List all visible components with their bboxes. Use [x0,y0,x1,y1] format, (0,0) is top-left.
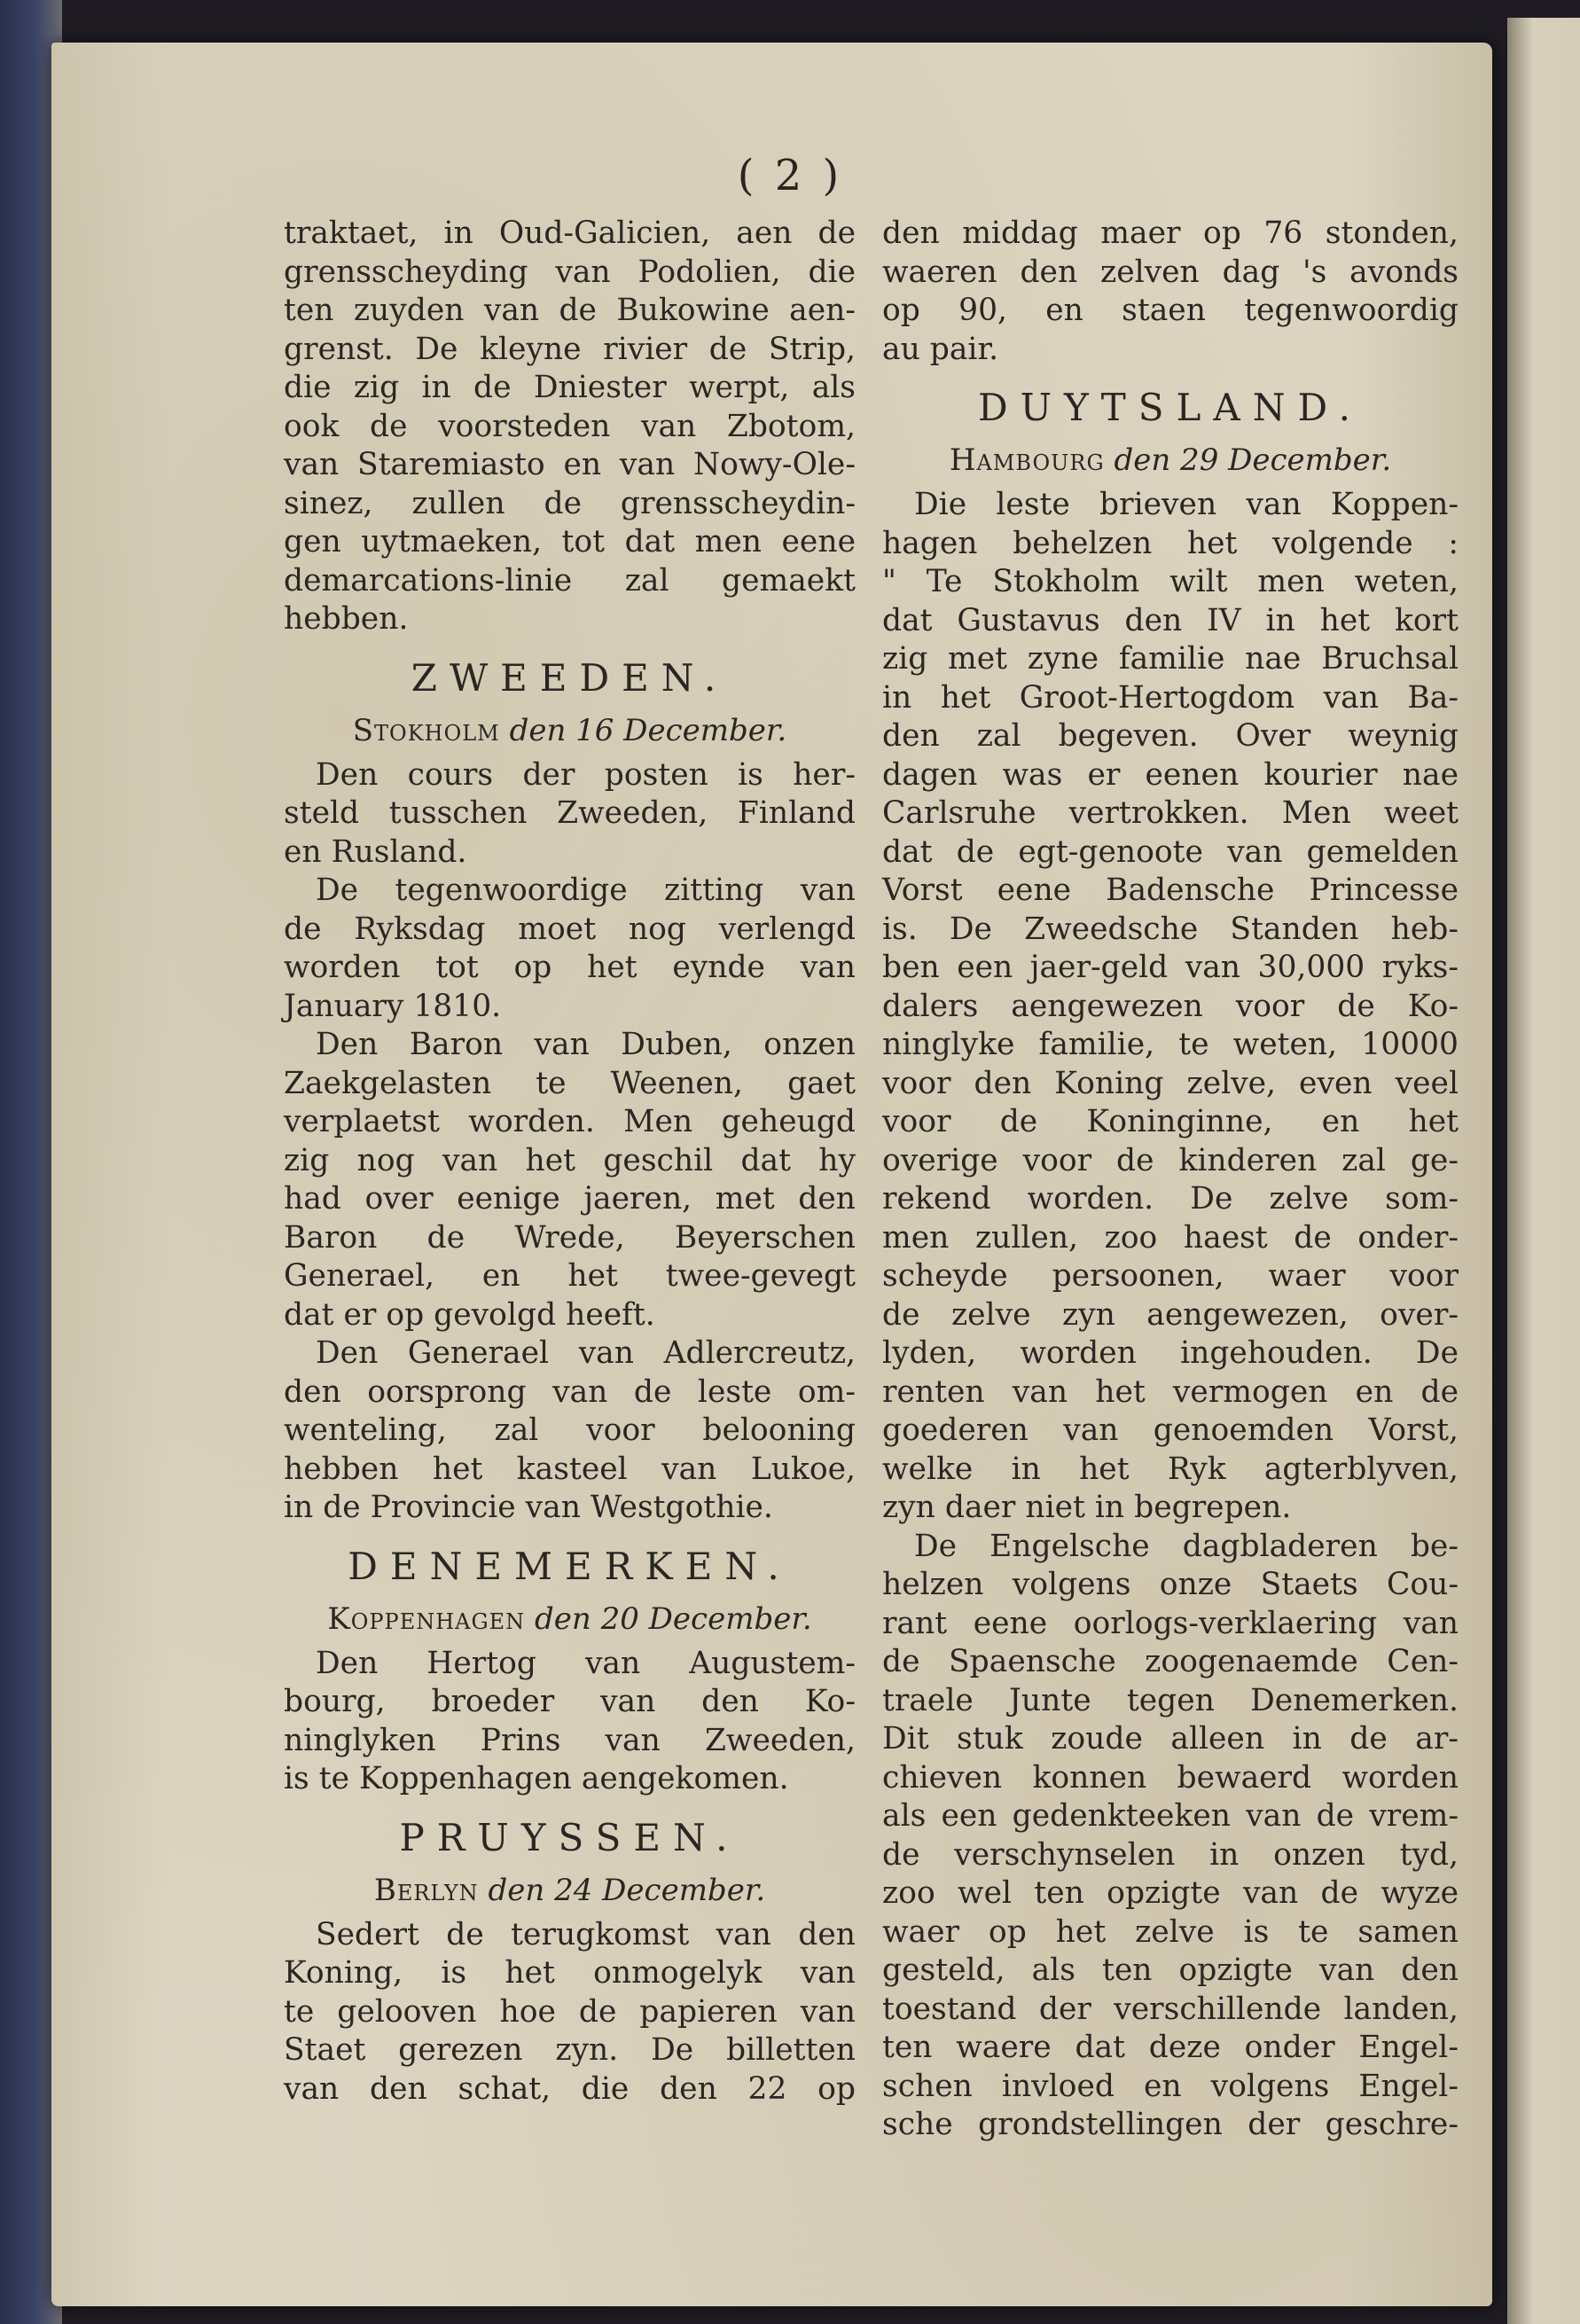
text-line: Baron de Wrede, Beyerschen [284,1219,856,1256]
text-line: verplaetst worden. Men geheugd [284,1104,856,1139]
text-line: Den Generael van Adlercreutz, [316,1335,856,1371]
text-line: schen invloed en volgens Engel- [882,2068,1459,2104]
text-line: den oorsprong van de leste om- [284,1373,856,1410]
text-line: sche grondstellingen der geschre- [882,2107,1459,2142]
text-line: had over eenige jaeren, met den [284,1181,856,1217]
text-line: ten waere dat deze onder Engel- [882,2030,1459,2065]
dateline-place: Hambourg [949,442,1105,478]
paragraph [284,1645,856,1799]
text-line: Koning, is het onmogelyk van [284,1955,856,1991]
text-line: gen uytmaeken, tot dat men eene [284,524,856,559]
text-line: van Staremiasto en van Nowy-Ole- [284,447,856,482]
text-line: demarcations-linie zal gemaekt [284,562,856,599]
paragraph [882,486,1459,1528]
paragraph [284,872,856,1026]
dateline-date: den 29 December. [1114,442,1392,478]
dateline [882,440,1459,481]
text-line: rekend worden. De zelve som- [882,1181,1459,1217]
text-line: ten zuyden van de Bukowine aen- [284,293,856,328]
text-line: renten van het vermogen en de [882,1373,1459,1410]
text-line: zoo wel ten opzigte van de wyze [882,1875,1459,1911]
paragraph [284,756,856,872]
text-line: de Ryksdag moet nog verlengd [284,911,856,947]
continued-paragraph [882,215,1459,369]
dateline-date: den 16 December. [509,712,787,748]
text-line: zyn daer niet in begrepen. [882,1490,1292,1525]
text-line: ben een jaer-geld van 30,000 ryks- [882,950,1459,985]
section-heading: PRUYSSEN. [399,1815,740,1859]
text-line: toestand der verschillende landen, [882,1991,1459,2027]
text-line: scheyde persoonen, waer voor [882,1258,1459,1294]
text-line: en Rusland. [284,833,467,870]
text-line: van den schat, die den 22 op [284,2070,856,2107]
intro-paragraph [284,215,856,639]
text-line: te gelooven hoe de papieren van [284,1993,856,2030]
text-line: voor den Koning zelve, even veel [882,1065,1459,1101]
dateline [284,1599,856,1639]
text-line: Die leste brieven van Koppen- [914,487,1459,522]
section-heading: DUYTSLAND. [977,386,1364,429]
text-line: wenteling, zal voor belooning [284,1412,856,1448]
right-column [882,215,1459,2145]
text-line: waer op het zelve is te samen [882,1913,1459,1950]
text-line: de verschynselen in onzen tyd, [882,1836,1459,1873]
text-line: dat de egt-genoote van gemelden [882,833,1459,870]
text-line: De tegenwoordige zitting van [316,872,856,908]
dateline-place: Koppenhagen [327,1600,526,1637]
text-line: helzen volgens onze Staets Cou- [882,1567,1459,1602]
paragraph [882,1528,1459,2145]
left-column [284,215,856,2109]
text-line: Sedert de terugkomst van den [316,1916,856,1952]
section-duytsland [882,385,1459,2145]
text-line: chieven konnen bewaerd worden [882,1759,1459,1796]
text-line: zig met zyne familie nae Bruchsal [882,641,1459,677]
paragraph [284,1916,856,2109]
text-line: de Spaensche zoogenaemde Cen- [882,1644,1459,1679]
dateline-place: Berlyn [373,1872,479,1908]
text-line: grenst. De kleyne rivier de Strip, [284,331,856,367]
section-zweeden [284,655,856,1528]
section-heading: DENEMERKEN. [348,1544,792,1588]
text-line: steld tusschen Zweeden, Finland [284,795,856,831]
section-pruyssen [284,1815,856,2109]
text-line: dat er op gevolgd heeft. [284,1296,655,1333]
section-denemerken [284,1544,856,1799]
text-line: in het Groot-Hertogdom van Ba- [882,679,1459,716]
text-line: grensscheyding van Podolien, die [284,254,856,290]
text-line: in de Provincie van Westgothie. [284,1490,773,1525]
text-line: welke in het Ryk agterblyven, [882,1451,1459,1487]
text-line: Vorst eene Badensche Princesse [882,872,1459,908]
text-line: sinez, zullen de grensscheydin- [284,485,856,521]
text-line: gesteld, als ten opzigte van den [882,1952,1459,1988]
text-line: Den Baron van Duben, onzen [316,1027,856,1062]
text-line: men zullen, zoo haest de onder- [882,1219,1459,1256]
section-heading: ZWEEDEN. [411,655,729,700]
text-line: au pair. [882,331,999,367]
text-line: traele Junte tegen Denemerken. [882,1682,1459,1718]
text-line: overige voor de kinderen zal ge- [882,1142,1459,1178]
text-line: ninglyken Prins van Zweeden, [284,1722,856,1758]
text-line: Den cours der posten is her- [316,756,856,793]
text-line: Zaekgelasten te Weenen, gaet [284,1065,856,1101]
dateline-date: den 24 December. [488,1872,766,1908]
text-line: worden tot op het eynde van [284,950,856,985]
text-line: is te Koppenhagen aengekomen. [284,1761,789,1796]
text-line: den zal begeven. Over weynig [882,718,1459,754]
text-line: waeren den zelven dag 's avonds [882,254,1459,290]
text-line: dalers aengewezen voor de Ko- [882,988,1459,1024]
dateline [284,1870,856,1911]
text-line: lyden, worden ingehouden. De [882,1335,1459,1371]
text-line: is. De Zweedsche Standen heb- [882,911,1459,947]
text-line: bourg, broeder van den Ko- [284,1684,856,1719]
text-line: ninglyke familie, te weten, 10000 [882,1027,1459,1062]
text-line: rant eene oorlogs-verklaering van [882,1605,1459,1641]
text-line: die zig in de Dniester werpt, als [284,370,856,405]
text-line: hebben het kasteel van Lukoe, [284,1451,856,1487]
adjacent-page-edge [1507,18,1580,2324]
page-number: ( 2 ) [737,151,843,200]
paragraph [284,1334,856,1528]
text-line: Dit stuk zoude alleen in de ar- [882,1721,1459,1757]
text-line: dat Gustavus den IV in het kort [882,602,1459,638]
text-line: goederen van genoemden Vorst, [882,1412,1459,1448]
text-line: den middag maer op 76 stonden, [882,215,1459,251]
text-line: zig nog van het geschil dat hy [284,1142,856,1178]
text-line: January 1810. [284,988,502,1024]
text-line: Carlsruhe vertrokken. Men weet [882,795,1459,831]
text-line: als een gedenkteeken van de vrem- [882,1798,1459,1834]
dateline [284,710,856,751]
text-line: Den Hertog van Augustem- [316,1645,856,1681]
text-line: Generael, en het twee-gevegt [284,1258,856,1294]
dateline-date: den 20 December. [535,1600,812,1637]
text-line: traktaet, in Oud-Galicien, aen de [284,215,856,251]
text-line: " Te Stokholm wilt men weten, [882,564,1459,599]
dateline-place: Stokholm [352,712,500,748]
text-line: ook de voorsteden van Zbotom, [284,408,856,444]
text-line: op 90, en staen tegenwoordig [882,293,1459,328]
text-line: Staet gerezen zyn. De billetten [284,2032,856,2068]
text-line: hebben. [284,601,409,637]
text-line: De Engelsche dagbladeren be- [914,1528,1459,1564]
paragraph [284,1026,856,1334]
text-line: de zelve zyn aengewezen, over- [882,1296,1459,1333]
text-line: voor de Koninginne, en het [882,1104,1459,1139]
text-line: hagen behelzen het volgende : [882,525,1459,561]
text-line: dagen was er eenen kourier nae [882,756,1459,793]
